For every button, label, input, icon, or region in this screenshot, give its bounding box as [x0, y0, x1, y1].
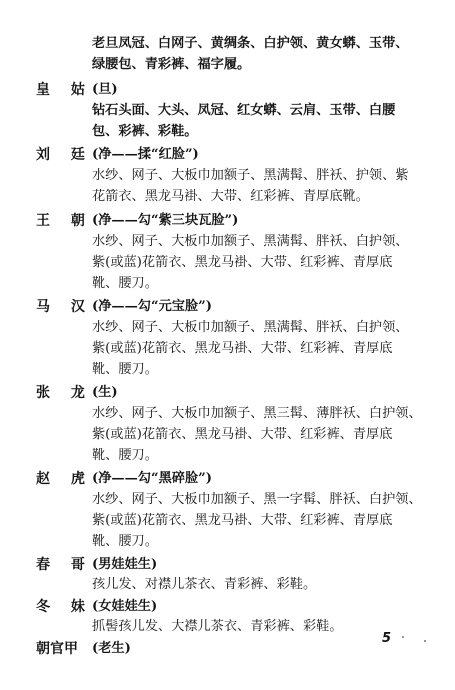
character-role-zhanglong: (生) — [92, 385, 118, 400]
costume-line: 紫(或蓝)花箭衣、黑龙马褂、大带、红彩裤、青厚底 — [92, 427, 393, 442]
character-name-zhaohu: 赵 虎 — [36, 471, 93, 487]
page-number: 5 — [382, 631, 392, 646]
character-role-chunge: (男娃娃生) — [92, 557, 158, 572]
character-role-zhaohu: (净——勾“黑碎脸”) — [92, 471, 212, 486]
costume-line: 钻石头面、大头、凤冠、红女蟒、云肩、玉带、白腰 — [92, 103, 396, 118]
character-name-zhanglong: 张 龙 — [36, 385, 93, 401]
costume-line: 紫(或蓝)花箭衣、黑龙马褂、大带、红彩裤、青厚底 — [92, 513, 393, 528]
character-name-chaoguanjia: 朝官甲 — [36, 641, 78, 657]
character-role-liuting: (净——揉“红脸”) — [92, 147, 199, 162]
costume-line: 孩儿发、对襟儿茶衣、青彩裤、彩鞋。 — [92, 577, 317, 592]
costume-line: 紫(或蓝)花箭衣、黑龙马褂、大带、红彩裤、青厚底 — [92, 341, 393, 356]
intro-line-1: 老旦凤冠、白网子、黄绸条、白护领、黄女蟒、玉带、 — [92, 36, 409, 51]
scan-speck — [402, 636, 404, 638]
intro-line-2: 绿腰包、青彩裤、福字履。 — [92, 57, 251, 72]
character-name-wangchao: 王 朝 — [36, 213, 93, 229]
costume-line: 抓髻孩儿发、大襟儿茶衣、青彩裤、彩鞋。 — [92, 619, 343, 634]
scan-speck — [424, 640, 426, 642]
character-name-mahan: 马 汉 — [36, 299, 93, 315]
character-role-mahan: (净——勾“元宝脸”) — [92, 299, 212, 314]
costume-line: 水纱、网子、大板巾加额子、黑三髯、薄胖袄、白护领、 — [92, 406, 422, 421]
costume-line: 包、彩裤、彩鞋。 — [92, 124, 198, 139]
costume-line: 紫(或蓝)花箭衣、黑龙马褂、大带、红彩裤、青厚底 — [92, 255, 393, 270]
costume-line: 水纱、网子、大板巾加额子、黑满髯、胖袄、白护领、 — [92, 320, 409, 335]
costume-line: 水纱、网子、大板巾加额子、黑满髯、胖袄、护领、紫 — [92, 168, 409, 183]
character-name-chunge: 春 哥 — [36, 557, 93, 573]
costume-line: 水纱、网子、大板巾加额子、黑一字髯、胖袄、白护领、 — [92, 492, 422, 507]
character-name-liuting: 刘 廷 — [36, 147, 93, 163]
character-name-huanggu: 皇 姑 — [36, 82, 93, 98]
costume-line: 靴、腰刀。 — [92, 448, 158, 463]
character-role-dongmei: (女娃娃生) — [92, 599, 158, 614]
character-name-dongmei: 冬 妹 — [36, 599, 93, 615]
costume-line: 花箭衣、黑龙马褂、大带、红彩裤、青厚底靴。 — [92, 189, 369, 204]
character-role-wangchao: (净——勾“紫三块瓦脸”) — [92, 213, 239, 228]
character-role-huanggu: (旦) — [92, 82, 118, 97]
costume-line: 水纱、网子、大板巾加额子、黑满髯、胖袄、白护领、 — [92, 234, 409, 249]
costume-line: 靴、腰刀。 — [92, 534, 158, 549]
character-role-chaoguanjia: (老生) — [92, 641, 131, 656]
costume-line: 靴、腰刀。 — [92, 362, 158, 377]
costume-line: 靴、腰刀。 — [92, 276, 158, 291]
